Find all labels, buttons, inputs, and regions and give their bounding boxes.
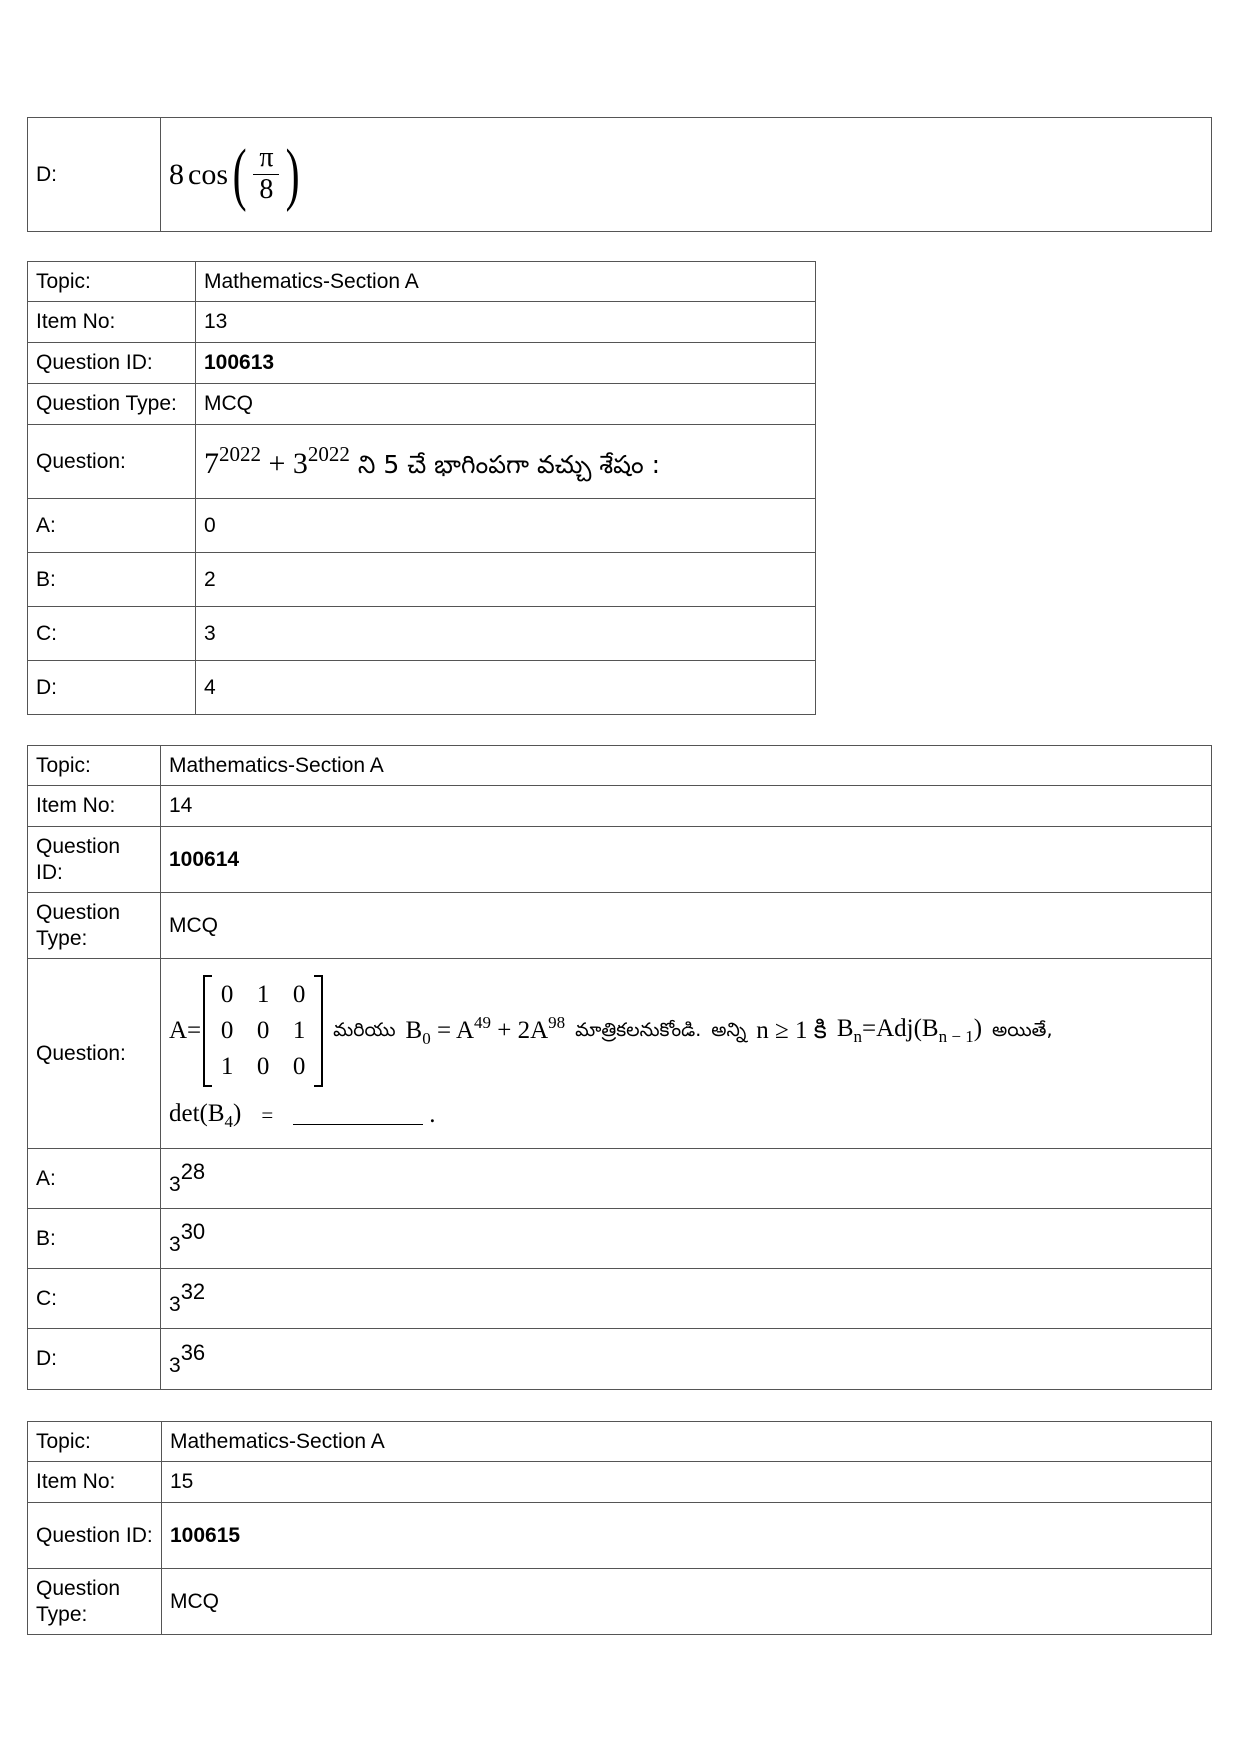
question-id-value: 100613 bbox=[196, 343, 816, 384]
symbol: B bbox=[405, 1016, 423, 1044]
b0-expression bbox=[406, 1013, 566, 1049]
left-paren: ( bbox=[232, 135, 247, 213]
question-id-value: 100614 bbox=[161, 827, 1212, 893]
right-paren: ) bbox=[286, 135, 301, 213]
question-id-label: Question ID: bbox=[28, 343, 196, 384]
option-d-value bbox=[161, 1329, 1212, 1390]
fraction-denominator: 8 bbox=[259, 174, 274, 205]
matrix-entry: 1 bbox=[292, 1016, 306, 1044]
item-no-label: Item No: bbox=[28, 302, 196, 343]
matrix-name: A= bbox=[169, 1016, 202, 1044]
question-text bbox=[161, 959, 1212, 1149]
question-id-label: Question ID: bbox=[28, 827, 161, 893]
question-line-2 bbox=[169, 1099, 1203, 1132]
option-value bbox=[161, 118, 1212, 232]
question-id-value: 100615 bbox=[162, 1503, 1212, 1569]
condition: n ≥ 1 కి bbox=[756, 1016, 827, 1044]
math-expression bbox=[169, 135, 305, 213]
question-15-table bbox=[27, 1421, 1212, 1635]
question-14-table bbox=[27, 745, 1212, 1390]
paren: ) bbox=[233, 1099, 242, 1127]
subscript: n − 1 bbox=[938, 1027, 974, 1047]
option-c-label: C: bbox=[28, 1269, 161, 1329]
fraction-numerator: π bbox=[253, 143, 279, 175]
prev-question-option-table bbox=[27, 117, 1212, 232]
math-expression bbox=[204, 441, 350, 480]
option-d-label: D: bbox=[28, 1329, 161, 1390]
matrix-entry: 0 bbox=[256, 1052, 270, 1080]
matrix-entry: 0 bbox=[220, 980, 234, 1008]
question-type-label: Question Type: bbox=[28, 1569, 162, 1635]
topic-value: Mathematics-Section A bbox=[196, 262, 816, 302]
telugu-text: మాత్రికలనుకోండి. bbox=[575, 1019, 702, 1042]
question-label: Question: bbox=[28, 425, 196, 499]
option-b-value bbox=[161, 1209, 1212, 1269]
base: 3 bbox=[169, 1233, 181, 1257]
exponent: 36 bbox=[180, 1339, 206, 1365]
item-no-value: 13 bbox=[196, 302, 816, 343]
matrix-a bbox=[203, 975, 323, 1087]
question-type-label: Question Type: bbox=[28, 384, 196, 425]
adj-expression: =Adj(B bbox=[862, 1015, 939, 1043]
det-expression bbox=[169, 1099, 241, 1132]
base: 3 bbox=[169, 1353, 181, 1377]
telugu-text: అయితే, bbox=[992, 1019, 1053, 1042]
function-name: cos bbox=[188, 157, 228, 191]
paren: ) bbox=[973, 1015, 983, 1043]
topic-label: Topic: bbox=[28, 1422, 162, 1462]
item-no-value: 14 bbox=[161, 786, 1212, 827]
telugu-text: అన్ని bbox=[711, 1019, 747, 1042]
option-label: D: bbox=[28, 118, 161, 232]
exponent: 49 bbox=[474, 1012, 492, 1032]
subscript: 4 bbox=[224, 1111, 234, 1131]
exponent: 2022 bbox=[219, 441, 261, 466]
option-c-value bbox=[161, 1269, 1212, 1329]
topic-value: Mathematics-Section A bbox=[162, 1422, 1212, 1462]
matrix-entry: 0 bbox=[220, 1016, 234, 1044]
question-label: Question: bbox=[28, 959, 161, 1149]
question-telugu-text: ని 5 చే భాగింపగా వచ్చు శేషం : bbox=[349, 449, 661, 479]
question-type-value: MCQ bbox=[161, 893, 1212, 959]
option-a-label: A: bbox=[28, 499, 196, 553]
operator: + bbox=[261, 446, 293, 480]
question-text bbox=[196, 425, 816, 499]
option-a-label: A: bbox=[28, 1149, 161, 1209]
topic-label: Topic: bbox=[28, 746, 161, 786]
answer-blank bbox=[293, 1106, 423, 1125]
matrix-entry: 0 bbox=[292, 980, 306, 1008]
topic-value: Mathematics-Section A bbox=[161, 746, 1212, 786]
question-type-value: MCQ bbox=[196, 384, 816, 425]
item-no-value: 15 bbox=[162, 1462, 1212, 1503]
equals-sign: = bbox=[261, 1102, 274, 1127]
matrix-definition bbox=[169, 975, 323, 1087]
option-b-label: B: bbox=[28, 553, 196, 607]
period: . bbox=[429, 1101, 436, 1129]
question-type-label: Question Type: bbox=[28, 893, 161, 959]
coefficient: 8 bbox=[169, 157, 184, 191]
base: 3 bbox=[169, 1173, 181, 1197]
item-no-label: Item No: bbox=[28, 1462, 162, 1503]
item-no-label: Item No: bbox=[28, 786, 161, 827]
matrix-entry: 1 bbox=[220, 1052, 234, 1080]
symbol: B bbox=[836, 1015, 854, 1043]
bn-expression bbox=[837, 1014, 982, 1047]
exponent: 2022 bbox=[307, 441, 350, 466]
option-d-value: 4 bbox=[196, 661, 816, 715]
base: 7 bbox=[204, 446, 219, 480]
option-a-value: 0 bbox=[196, 499, 816, 553]
subscript: 0 bbox=[422, 1028, 431, 1048]
question-13-table bbox=[27, 261, 816, 715]
option-a-value bbox=[161, 1149, 1212, 1209]
question-id-label: Question ID: bbox=[28, 1503, 162, 1569]
telugu-text: మరియు bbox=[333, 1019, 396, 1042]
exponent: 30 bbox=[180, 1219, 206, 1245]
base: 3 bbox=[169, 1293, 181, 1317]
det-text: det(B bbox=[169, 1099, 225, 1127]
exponent: 28 bbox=[180, 1159, 206, 1185]
option-c-label: C: bbox=[28, 607, 196, 661]
fraction bbox=[253, 143, 279, 206]
matrix-entry: 1 bbox=[256, 980, 270, 1008]
question-line-1 bbox=[169, 975, 1203, 1087]
matrix-entry: 0 bbox=[292, 1052, 306, 1080]
operator: + 2A bbox=[491, 1016, 549, 1044]
question-type-value: MCQ bbox=[162, 1569, 1212, 1635]
exponent: 32 bbox=[180, 1279, 206, 1305]
option-b-label: B: bbox=[28, 1209, 161, 1269]
base: 3 bbox=[292, 446, 308, 480]
subscript: n bbox=[853, 1027, 862, 1047]
option-b-value: 2 bbox=[196, 553, 816, 607]
matrix-entry: 0 bbox=[256, 1016, 270, 1044]
topic-label: Topic: bbox=[28, 262, 196, 302]
exponent: 98 bbox=[548, 1012, 566, 1032]
option-d-label: D: bbox=[28, 661, 196, 715]
operator: = A bbox=[430, 1016, 475, 1044]
option-c-value: 3 bbox=[196, 607, 816, 661]
